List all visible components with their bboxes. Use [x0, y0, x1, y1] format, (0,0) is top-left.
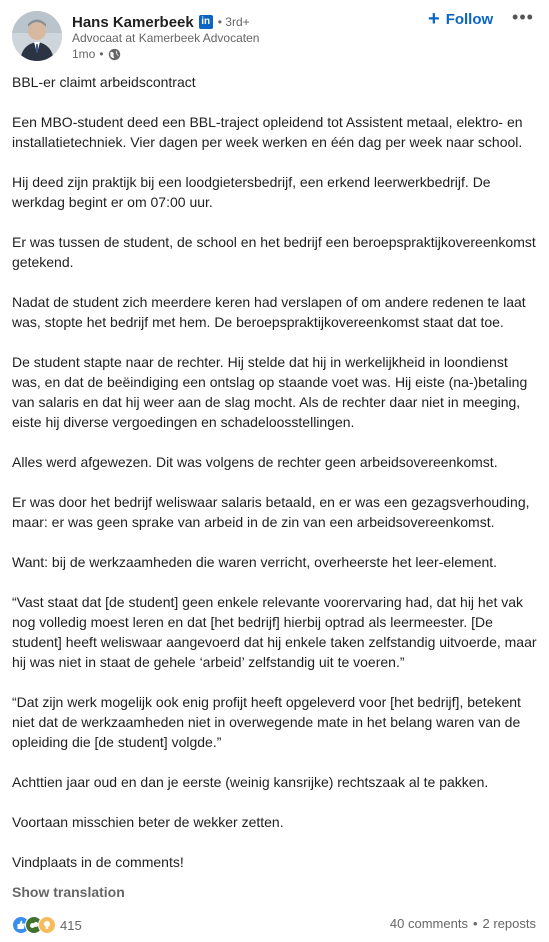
engagement-stats — [390, 916, 536, 931]
post-paragraph: Er was door het bedrijf weliswaar salaris betaald, en er was een gezagsverhouding, maar: er was geen sprake van arbeid in de zin van een arbeidsovereenkomst. — [12, 494, 530, 530]
author-headline: Advocaat at Kamerbeek Advocaten — [72, 31, 260, 45]
post-paragraph: Want: bij de werkzaamheden die waren verricht, overheerste het leer-element. — [12, 554, 498, 570]
reaction-count: 415 — [60, 917, 82, 933]
stats-separator: • — [472, 916, 478, 931]
author-name-row — [72, 12, 250, 32]
avatar-photo — [12, 11, 62, 61]
post-paragraph: Hij deed zijn praktijk bij een loodgietersbedrijf, een erkend leerwerkbedrijf. De werkdag begint er om 07:00 uur. — [12, 174, 491, 210]
post-header — [0, 0, 549, 70]
author-name[interactable]: Hans Kamerbeek — [72, 13, 194, 31]
post-paragraph: Alles werd afgewezen. Dit was volgens de rechter geen arbeidsovereenkomst. — [12, 454, 498, 470]
follow-button[interactable] — [428, 8, 493, 30]
post-paragraph: Voortaan misschien beter de wekker zetten. — [12, 814, 284, 830]
connection-degree: • 3rd+ — [217, 15, 250, 29]
meta-separator: • — [99, 47, 104, 61]
show-translation-link[interactable]: Show translation — [12, 884, 125, 900]
globe-icon — [108, 48, 121, 61]
reposts-count[interactable]: 2 reposts — [482, 916, 536, 931]
comments-count[interactable]: 40 comments — [389, 916, 468, 931]
post-paragraph: Nadat de student zich meerdere keren had verslapen of om andere redenen te laat was, stopte het bedrijf met hem. De beroepspraktijkovereenkomst staat dat toe. — [12, 294, 526, 330]
post-time: 1mo — [72, 47, 96, 61]
linkedin-badge-icon: in — [199, 15, 213, 29]
reactions-summary[interactable] — [12, 916, 82, 934]
post-paragraph: BBL-er claimt arbeidscontract — [12, 74, 196, 90]
post-body — [12, 72, 538, 892]
post-paragraph: “Dat zijn werk mogelijk ook enig profijt heeft opgeleverd voor [het bedrijf], betekent niet dat de werkzaamheden niet in overwegende mate in het belang waren van de opleiding die [de student] volgde.” — [12, 694, 521, 750]
more-options-button[interactable]: ••• — [512, 7, 534, 27]
post-paragraph: Achttien jaar oud en dan je eerste (weinig kansrijke) rechtszaak al te pakken. — [12, 774, 489, 790]
post-paragraph: De student stapte naar de rechter. Hij stelde dat hij in werkelijkheid in loondienst was, en dat de beëindiging een ontslag op staande voet was. Hij eiste (na-)betaling van salaris en dat hij weer aan de slag mocht. Als de rechter daar niet in meeging, eiste hij diverse vergoedingen en schadeloosstellingen. — [12, 354, 528, 430]
plus-icon: + — [428, 8, 440, 30]
post-paragraph: “Vast staat dat [de student] geen enkele relevante voorervaring had, dat hij het vak nog volledig moest leren en dat [het bedrijf] hierbij optrad als leermeester. [De student] heeft weliswaar aangevoerd dat hij enkele taken zelfstandig uitvoerde, maar hij was niet in staat de gehele ‘arbeid’ zelfstandig uit te voeren.” — [12, 594, 537, 670]
insightful-icon — [38, 916, 56, 934]
author-avatar[interactable] — [12, 11, 62, 61]
post-paragraph: Er was tussen de student, de school en het bedrijf een beroepspraktijkovereenkomst getekend. — [12, 234, 536, 270]
post-meta — [72, 47, 121, 61]
post-paragraph: Vindplaats in de comments! — [12, 854, 184, 870]
follow-label: Follow — [445, 10, 494, 28]
post-paragraph: Een MBO-student deed een BBL-traject opleidend tot Assistent metaal, elektro- en installatietechniek. Vier dagen per week werken en één dag per week naar school. — [12, 114, 523, 150]
